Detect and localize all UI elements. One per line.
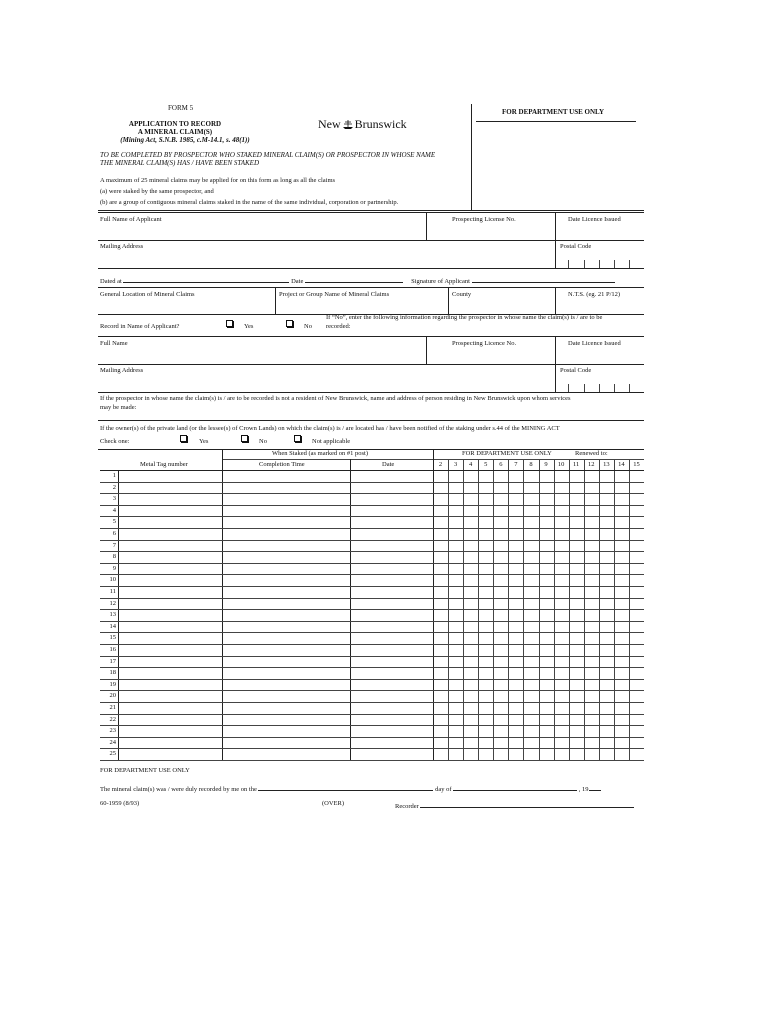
renewal-col-header: 14 [618,461,625,468]
date-field[interactable] [305,275,403,283]
intro-line2: THE MINERAL CLAIM(S) HAS / HAVE BEEN STAKED [100,159,260,167]
if-no-instructions-2: recorded: [326,323,351,330]
applicant-date-issued-label: Date Licence Issued [568,216,621,223]
record-no-label: No [304,323,312,330]
when-staked-header: When Staked (as marked on #1 post) [272,450,369,457]
record-no-checkbox[interactable] [286,320,293,327]
col-date: Date [382,461,395,468]
table-row[interactable] [100,679,644,691]
rule [98,210,644,211]
max-claims-note: A maximum of 25 mineral claims may be applied for on this form as long as all the claims [100,177,336,184]
logo-text-new: New [318,117,341,131]
recorded-statement [100,783,646,793]
recorded-date-field[interactable] [258,783,433,791]
row-number: 12 [109,599,116,607]
row-number: 14 [109,622,116,630]
col-completion-time: Completion Time [259,461,305,468]
logo-text-brunswick: Brunswick [354,117,407,131]
recorder-line [395,800,634,810]
rule [98,420,644,421]
table-row[interactable] [100,690,644,702]
row-number: 23 [109,727,116,735]
nonresident-note-2: may be made: [100,404,137,411]
row-number: 2 [112,483,116,491]
prospector-mailing-label: Mailing Address [100,367,144,374]
dept-use-header: FOR DEPARTMENT USE ONLY [502,108,605,116]
header-divider [471,104,472,210]
row-number: 10 [109,576,116,584]
condition-b: (b) are a group of contiguous mineral claims staked in the name of the same individual, corporation or partnership. [100,199,399,206]
rule [98,212,644,213]
renewed-header: Renewed to: [575,450,608,457]
table-row[interactable] [100,574,644,586]
rule [98,268,644,269]
table-row[interactable] [100,656,644,668]
table-row[interactable] [100,598,644,610]
row-number: 15 [109,634,116,642]
form-number: FORM 5 [168,104,194,112]
row-number: 20 [109,692,116,700]
table-row[interactable] [100,493,644,505]
renewal-col-header: 4 [469,461,473,468]
table-row-rule [100,760,644,761]
owners-yes-label: Yes [199,438,209,445]
dept-use-table-header: FOR DEPARTMENT USE ONLY [462,450,552,457]
prospector-name-label: Full Name [100,340,128,347]
record-yes-checkbox[interactable] [226,320,233,327]
rule [98,364,644,365]
claims-table [100,450,644,760]
renewal-col-header: 11 [573,461,580,468]
table-row[interactable] [100,748,644,760]
owners-na-checkbox[interactable] [294,435,301,442]
renewal-col-header: 9 [544,461,548,468]
if-no-instructions-1: If “No”, enter the following information regarding the prospector in whose name the claim(s) is / are to be [326,314,603,321]
row-number: 7 [112,541,116,549]
footer-dept-use: FOR DEPARTMENT USE ONLY [100,767,190,774]
year-label: , 19 [578,786,589,793]
recorded-text: The mineral claim(s) was / were duly recorded by me on the [100,786,257,793]
renewal-col-header: 13 [603,461,610,468]
row-number: 18 [109,669,116,677]
nts-label: N.T.S. (eg. 21 P/12) [568,291,621,298]
table-row[interactable] [100,644,644,656]
owners-notified-text: If the owner(s) of the private land (or the lessee(s) of Crown Lands) on which the claim(s) is / are located has / have been notified of the staking under s.44 of the MINING ACT [100,425,560,432]
recorder-label: Recorder [395,803,419,810]
table-row[interactable] [100,563,644,575]
renewal-col-header: 10 [557,461,565,468]
general-location-label: General Location of Mineral Claims [100,291,195,298]
row-number: 4 [112,506,116,514]
applicant-license-label: Prospecting License No. [452,216,516,223]
divider [275,287,276,314]
condition-a: (a) were staked by the same prospector, and [100,188,214,195]
table-row[interactable] [100,505,644,517]
table-row[interactable] [100,470,644,482]
statute-reference: (Mining Act, S.N.B. 1985, c.M-14.1, s. 48(1)) [120,136,250,144]
over-label: (OVER) [322,800,345,807]
row-number: 22 [109,715,116,723]
month-field[interactable] [453,783,577,791]
signature-label: Signature of Applicant [411,278,470,285]
dated-at-field[interactable] [123,275,289,283]
row-number: 24 [109,738,116,746]
divider [555,287,556,314]
row-number: 11 [109,588,116,595]
renewal-col-header: 8 [529,461,533,468]
row-number: 16 [109,646,116,653]
row-number: 5 [112,518,116,526]
applicant-mailing-label: Mailing Address [100,243,144,250]
renewal-col-header: 15 [633,461,640,468]
prospector-postal-label: Postal Code [560,367,592,374]
nb-logo [318,117,407,132]
renewal-col-header: 7 [514,461,518,468]
project-name-label: Project or Group Name of Mineral Claims [279,291,390,298]
table-row[interactable] [100,725,644,737]
rule [98,336,644,337]
rule [98,287,644,288]
row-number: 1 [112,472,116,479]
renewal-col-header: 3 [453,461,458,468]
owners-no-label: No [259,438,267,445]
applicant-postal-label: Postal Code [560,243,592,250]
owners-no-checkbox[interactable] [241,435,248,442]
table-header-subrule [222,459,433,460]
row-number: 6 [112,530,116,537]
form-title-line2: A MINERAL CLAIM(S) [137,128,213,136]
table-row[interactable] [100,482,644,494]
table-row[interactable] [100,621,644,633]
record-in-name-label: Record in Name of Applicant? [100,323,180,330]
table-row[interactable] [100,702,644,714]
table-row[interactable] [100,540,644,552]
year-field[interactable] [589,783,601,791]
prospector-license-label: Prospecting Licence No. [452,340,517,347]
signature-field[interactable] [472,275,615,283]
table-row[interactable] [100,551,644,563]
form-code: 60-1959 (8/93) [100,800,140,807]
table-row[interactable] [100,737,644,749]
table-row[interactable] [100,586,644,598]
divider [426,212,427,240]
renewal-col-header: 12 [587,461,595,468]
renewal-col-header: 2 [438,461,443,468]
table-row[interactable] [100,667,644,679]
intro-line1: TO BE COMPLETED BY PROSPECTOR WHO STAKED MINERAL CLAIM(S) OR PROSPECTOR IN WHOSE NAME [100,151,436,159]
table-row[interactable] [100,516,644,528]
table-row[interactable] [100,609,644,621]
row-number: 21 [109,704,116,711]
prospector-date-issued-label: Date Licence Issued [568,340,621,347]
row-number: 19 [109,680,116,688]
row-number: 8 [112,553,116,561]
divider [426,336,427,364]
signature-row [100,275,646,285]
dept-use-rule [476,121,636,122]
ship-icon [342,120,354,129]
county-label: County [452,291,472,298]
owners-na-label: Not applicable [312,438,351,445]
table-row[interactable] [100,714,644,726]
owners-yes-checkbox[interactable] [180,435,187,442]
rule [98,240,644,241]
nonresident-note-1: If the prospector in whose name the claim(s) is / are to be recorded is not a resident of New Brunswick, name and address of person residing in New Brunswick upon whom services [100,395,571,402]
row-number: 9 [112,564,116,572]
row-number: 17 [109,657,116,665]
check-one-label: Check one: [100,438,130,445]
rule [98,392,644,393]
record-yes-label: Yes [244,323,254,330]
row-number: 13 [109,611,116,619]
recorder-field[interactable] [420,800,634,808]
renewal-col-header: 5 [484,461,488,468]
date-label: Date [291,278,304,285]
form-title-line1: APPLICATION TO RECORD [128,120,222,128]
applicant-name-label: Full Name of Applicant [100,216,162,223]
col-metal-tag: Metal Tag number [140,461,188,468]
row-number: 25 [109,750,116,758]
table-row[interactable] [100,528,644,540]
table-row[interactable] [100,632,644,644]
dated-at-label: Dated at [100,278,122,285]
renewal-col-header: 6 [499,461,503,468]
divider [448,287,449,314]
row-number: 3 [112,495,116,503]
day-of-label: day of [435,786,452,793]
